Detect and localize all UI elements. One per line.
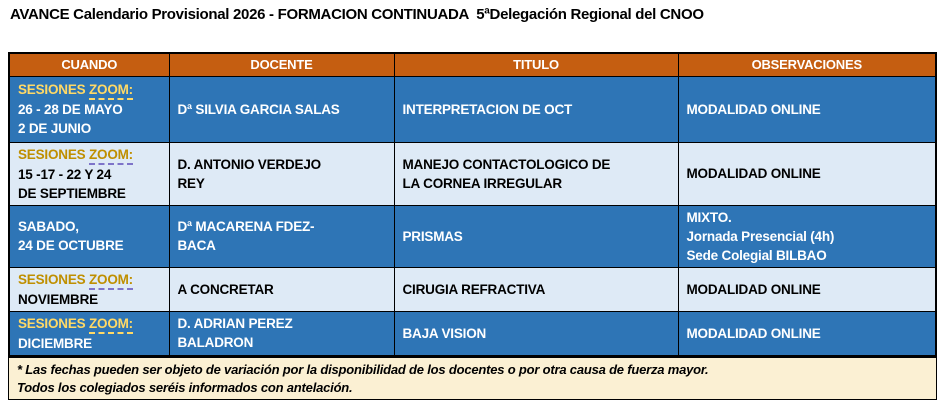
when-date: 24 DE OCTUBRE: [18, 238, 124, 253]
cell-cuando: [9, 142, 169, 205]
footnote-box: [8, 357, 937, 400]
cell-titulo: CIRUGIA REFRACTIVA: [394, 267, 678, 311]
cell-cuando: [9, 205, 169, 267]
table-row: [9, 311, 936, 356]
footnote-line: Todos los colegiados seréis informados con antelación.: [17, 380, 353, 395]
col-header-cuando: CUANDO: [9, 53, 169, 76]
col-header-titulo: TITULO: [394, 53, 678, 76]
when-date: 2 DE JUNIO: [18, 121, 92, 136]
cell-cuando: [9, 311, 169, 356]
col-header-observaciones: OBSERVACIONES: [678, 53, 936, 76]
cell-docente: Dª MACARENA FDEZ- BACA: [169, 205, 394, 267]
cell-docente: D. ANTONIO VERDEJO REY: [169, 142, 394, 205]
when-date: DE SEPTIEMBRE: [18, 185, 126, 201]
cell-observaciones: MODALIDAD ONLINE: [678, 267, 936, 311]
when-date: DICIEMBRE: [18, 335, 92, 351]
cell-docente: A CONCRETAR: [169, 267, 394, 311]
header-row: [9, 53, 936, 76]
cell-cuando: [9, 267, 169, 311]
table-row: [9, 142, 936, 205]
cell-titulo: INTERPRETACION DE OCT: [394, 76, 678, 142]
sesiones-zoom-link[interactable]: SESIONES ZOOM:: [18, 316, 133, 331]
cell-docente: Dª SILVIA GARCIA SALAS: [169, 76, 394, 142]
sesiones-zoom-link[interactable]: SESIONES ZOOM:: [18, 272, 133, 287]
cell-titulo: PRISMAS: [394, 205, 678, 267]
cell-observaciones: MODALIDAD ONLINE: [678, 142, 936, 205]
when-date: 15 -17 - 22 Y 24: [18, 166, 112, 182]
sesiones-zoom-link[interactable]: SESIONES ZOOM:: [18, 82, 133, 97]
calendar-table: [8, 52, 937, 357]
cell-docente: D. ADRIAN PEREZ BALADRON: [169, 311, 394, 356]
cell-titulo: BAJA VISION: [394, 311, 678, 356]
cell-observaciones: MODALIDAD ONLINE: [678, 311, 936, 356]
cell-titulo: MANEJO CONTACTOLOGICO DE LA CORNEA IRREGULAR: [394, 142, 678, 205]
cell-observaciones: MIXTO. Jornada Presencial (4h) Sede Colegial BILBAO: [678, 205, 936, 267]
table-row: [9, 267, 936, 311]
cell-observaciones: MODALIDAD ONLINE: [678, 76, 936, 142]
table-row: [9, 76, 936, 142]
sesiones-zoom-link[interactable]: SESIONES ZOOM:: [18, 147, 133, 162]
table-row: [9, 205, 936, 267]
when-date: NOVIEMBRE: [18, 291, 98, 307]
when-date: 26 - 28 DE MAYO: [18, 102, 123, 117]
col-header-docente: DOCENTE: [169, 53, 394, 76]
footnote-line: * Las fechas pueden ser objeto de variación por la disponibilidad de los docentes o por otra causa de fuerza mayor.: [17, 362, 709, 377]
when-date: SABADO,: [18, 219, 79, 234]
cell-cuando: [9, 76, 169, 142]
page-title: AVANCE Calendario Provisional 2026 - FORMACION CONTINUADA 5ªDelegación Regional del CNOO: [10, 6, 704, 23]
